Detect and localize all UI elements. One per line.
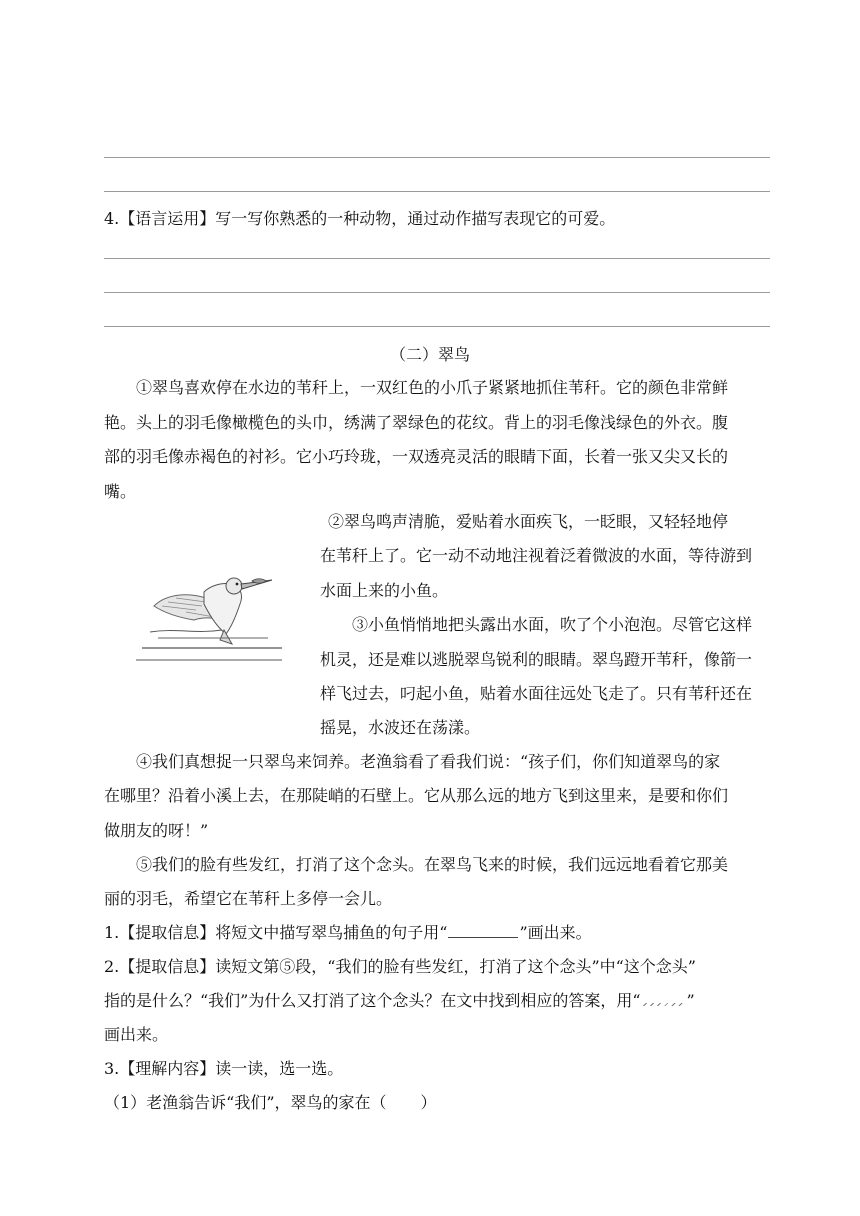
answer-line[interactable] <box>104 326 770 327</box>
paragraph-line: ①翠鸟喜欢停在水边的苇秆上，一双红色的小爪子紧紧地抓住苇秆。它的颜色非常鲜 <box>136 378 729 397</box>
paragraph-line: 水面上来的小鱼。 <box>320 581 449 600</box>
wavy-line-blank[interactable] <box>643 994 685 1006</box>
paragraph-line: ④我们真想捉一只翠鸟来饲养。老渔翁看了看我们说：“孩子们，你们知道翠鸟的家 <box>136 752 721 771</box>
kingfisher-illustration <box>136 568 282 664</box>
paragraph-line: ⑤我们的脸有些发红，打消了这个念头。在翠鸟飞来的时候，我们远远地看着它那美 <box>136 855 729 874</box>
straight-line-blank[interactable] <box>448 924 518 938</box>
answer-line[interactable] <box>104 191 770 192</box>
answer-line[interactable] <box>104 157 770 158</box>
paragraph-line: 部的羽毛像赤褐色的衬衫。它小巧玲珑，一双透亮灵活的眼睛下面，长着一张又尖又长的 <box>104 447 729 466</box>
answer-line[interactable] <box>104 258 770 259</box>
question-2-text-end: ” <box>686 991 695 1010</box>
paragraph-line: 嘴。 <box>104 482 137 501</box>
paragraph-line: 丽的羽毛，希望它在苇秆上多停一会儿。 <box>104 889 393 908</box>
paragraph-line: 做朋友的呀！” <box>104 821 209 840</box>
paragraph-line: 样飞过去，叼起小鱼，贴着水面往远处飞走了。只有苇秆还在 <box>320 684 753 703</box>
paragraph-line: 摇晃，水波还在荡漾。 <box>320 718 481 737</box>
question-3-sub1-text: （1）老渔翁告诉“我们”，翠鸟的家在（ <box>104 1093 387 1112</box>
paragraph-line: 机灵，还是难以逃脱翠鸟锐利的眼睛。翠鸟蹬开苇秆，像箭一 <box>320 650 753 669</box>
question-4: 4.【语言运用】写一写你熟悉的一种动物，通过动作描写表现它的可爱。 <box>104 209 616 228</box>
question-2-line: 画出来。 <box>104 1025 169 1044</box>
question-2-line <box>104 991 695 1011</box>
answer-line[interactable] <box>104 292 770 293</box>
question-1-text: 1.【提取信息】将短文中描写翠鸟捕鱼的句子用“ <box>104 923 448 942</box>
paragraph-line: ③小鱼悄悄地把头露出水面，吹了个小泡泡。尽管它这样 <box>352 615 753 634</box>
paragraph-line: 在哪里？沿着小溪上去，在那陡峭的石壁上。它从那么远的地方飞到这里来，是要和你们 <box>104 786 729 805</box>
paragraph-line: 艳。头上的羽毛像橄榄色的头巾，绣满了翠绿色的花纹。背上的羽毛像浅绿色的外衣。腹 <box>104 413 729 432</box>
section-title: （二）翠鸟 <box>389 345 470 364</box>
question-3: 3.【理解内容】读一读，选一选。 <box>104 1059 344 1078</box>
question-3-sub1-end: ） <box>420 1093 437 1112</box>
paragraph-line: 在苇秆上了。它一动不动地注视着泛着微波的水面，等待游到 <box>320 546 753 565</box>
paragraph-line: ②翠鸟鸣声清脆，爱贴着水面疾飞，一眨眼，又轻轻地停 <box>328 512 729 531</box>
question-2-text: 指的是什么？“我们”为什么又打消了这个念头？在文中找到相应的答案，用“ <box>104 991 641 1010</box>
question-2-line: 2.【提取信息】读短文第⑤段，“我们的脸有些发红，打消了这个念头”中“这个念头” <box>104 957 696 976</box>
question-1-text-end: ”画出来。 <box>519 923 592 942</box>
question-1 <box>104 923 592 943</box>
question-3-sub1 <box>104 1093 437 1113</box>
